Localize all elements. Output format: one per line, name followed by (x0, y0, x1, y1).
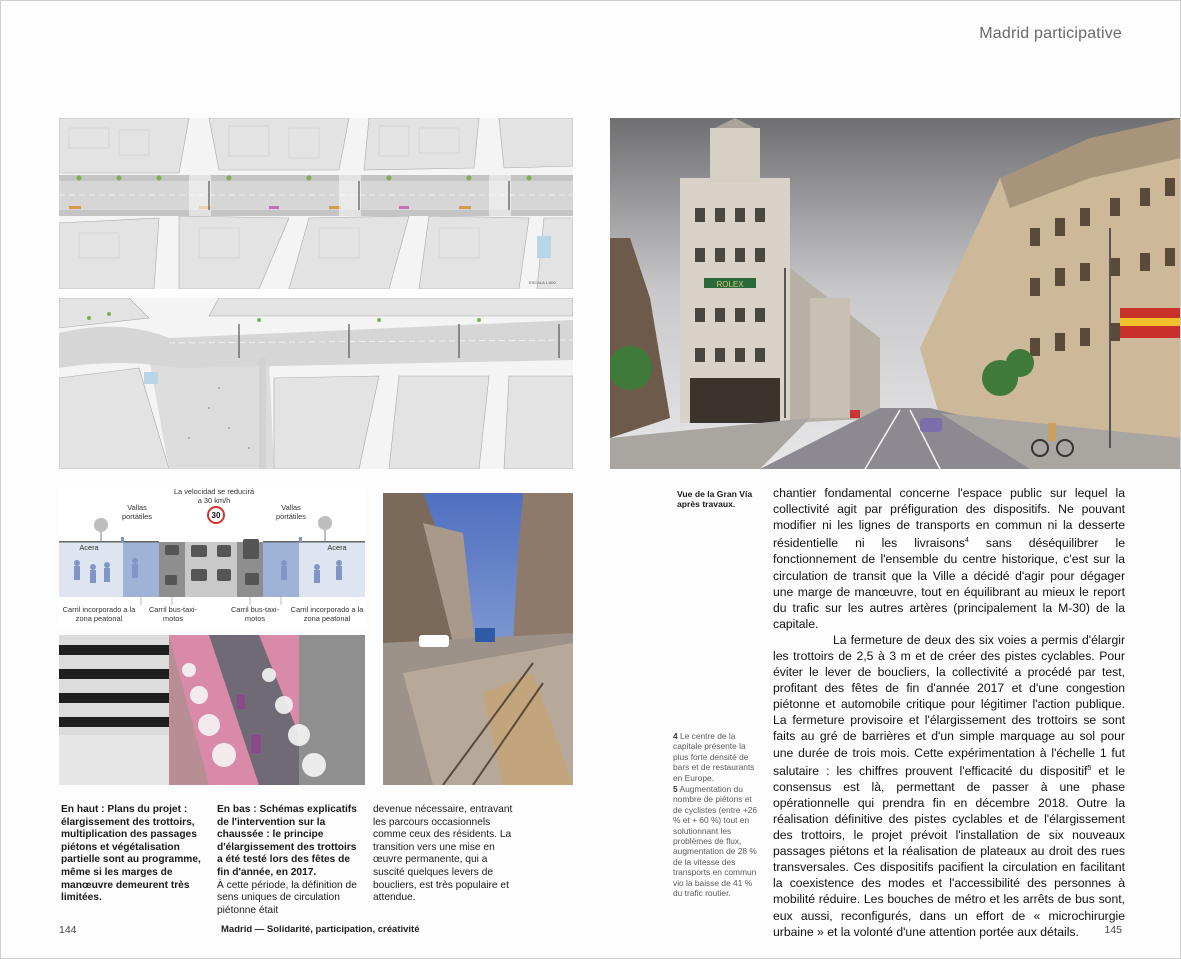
acera-left-label: Acera (79, 543, 99, 552)
plan-bottom-figure (59, 298, 573, 469)
section-title: Madrid participative (979, 25, 1122, 42)
lane-diagram-figure (59, 487, 365, 627)
gran-via-photo (610, 118, 1181, 469)
body-paragraph-2: La fermeture de deux des six voies a permis d'élargir les trottoirs de 2,5 à 3 m et de créer des pistes cyclables. Pour éviter le lever de boucliers, la collectivité a procédé par test, profitant des fêtes de fin d'année 2017 et d'une congestion piétonne et automobile critique pour légitimer l'action publique. La fermeture provisoire et l'élargissement des trottoirs se sont faits au gré de barrières et d'un simple marquage au sol pour une durée de trois mois. Cette expérimentation à l'échelle 1 fut salutaire : les chiffres prouvent l'efficacité du dispositif$^5$ et le consensus est là, permettant de passer à une phase opérationnelle qui prendra fin en décembre 2018. Outre la réalisation définitive des pistes cyclables et de l'élargissement des trottoirs, le projet prévoit l'installation de six nouveaux passages piétons et la réalisation de plateaux au droit des rues transversales. Ces dispositifs pacifient la circulation en facilitant la coexistence des modes et l'accessibilité des personnes à mobilité réduire. Les bouches de métro et les arrêts de bus sont, eux aussi, reconfigurés, dans un effort de « microchirurgie urbaine » et la volonté d'une attention portée aux détails. (773, 632, 1125, 939)
main-photo-caption: Vue de la Gran Vía après travaux. (677, 489, 753, 510)
plan-top-drawing (59, 118, 573, 289)
plan-scale: ESCALA 1:600 (529, 280, 556, 285)
rolex-sign: ROLEX (716, 280, 744, 289)
page-number-left: 144 (59, 924, 77, 936)
caption-col-1: En haut : Plans du projet : élargissement des trottoirs, multiplication des passages piétons et végétalisation partielle sont au programme, même si les marges de manœuvre demeurent très limitées. (61, 804, 201, 904)
caption-col-2: En bas : Schémas explicatifs de l'intervention sur la chaussée : le principe d'élargissement des trottoirs a été testé lors des fêtes de fin d'année, en 2017. À cette période, la définition de sens uniques de circulation piétonne était (217, 804, 357, 916)
acera-right-label: Acera (327, 543, 347, 552)
construction-photo-drawing (383, 493, 573, 785)
vallas-right-label: Vallas portátiles (276, 503, 306, 521)
body-text (773, 485, 1125, 940)
book-title-footer: Madrid — Solidarité, participation, créativité (221, 924, 420, 935)
carril-bus-left-label: Carril bus-taxi-motos (148, 605, 198, 623)
footnotes (673, 731, 759, 900)
vallas-left-label: Vallas portátiles (122, 503, 152, 521)
speed-note: La velocidad se reducirá a 30 km/h (173, 487, 255, 505)
footnote-4: 4 Le centre de la capitale présente la plus forte densité de bars et de restaurants en Europe. (673, 731, 755, 783)
construction-photo (383, 493, 573, 785)
footnote-5: 5 Augmentation du nombre de piétons et de cyclistes (entre +26 % et + 60 %) tout en solutionnant les problèmes de flux, augmentation de 28 % de la vitesse des transports en commun vio la baisse de 41 % du trafic routier. (673, 784, 758, 899)
speed-sign: 30 (211, 511, 221, 520)
page-number-right: 145 (1104, 924, 1122, 936)
carril-peatonal-right-label: Carril incorporado a la zona peatonal (290, 605, 364, 623)
plan-bottom-drawing (59, 298, 573, 469)
body-paragraph-1: chantier fondamental concerne l'espace public sur lequel la collectivité agit par préfiguration des dispositifs. Ne pouvant modifier ni les lignes de transports en commun ni la desserte résidentielle ni les livraisons$^4$ sans déséquilibrer le fonctionnement de l'ensemble du centre historique, c'est sur la circulation de transit que la Ville a décidé d'agir pour dégager une marge de manœuvre, tout en équilibrant au mieux le report du trafic sur les autres artères (principalement la M-30) de la capitale. (773, 486, 1126, 631)
carril-bus-right-label: Carril bus-taxi-motos (230, 605, 280, 623)
carril-peatonal-left-label: Carril incorporado a la zona peatonal (62, 605, 136, 623)
caption-col-3: devenue nécessaire, entravant les parcours occasionnels comme ceux des résidents. La transition vers une mise en œuvre permanente, qui a suscité quelques levers de boucliers, est très populaire et attendue. (373, 804, 513, 904)
plan-top-figure (59, 118, 573, 289)
aerial-photo (59, 635, 365, 785)
aerial-photo-drawing (59, 635, 365, 785)
gran-via-photo-drawing (610, 118, 1181, 469)
